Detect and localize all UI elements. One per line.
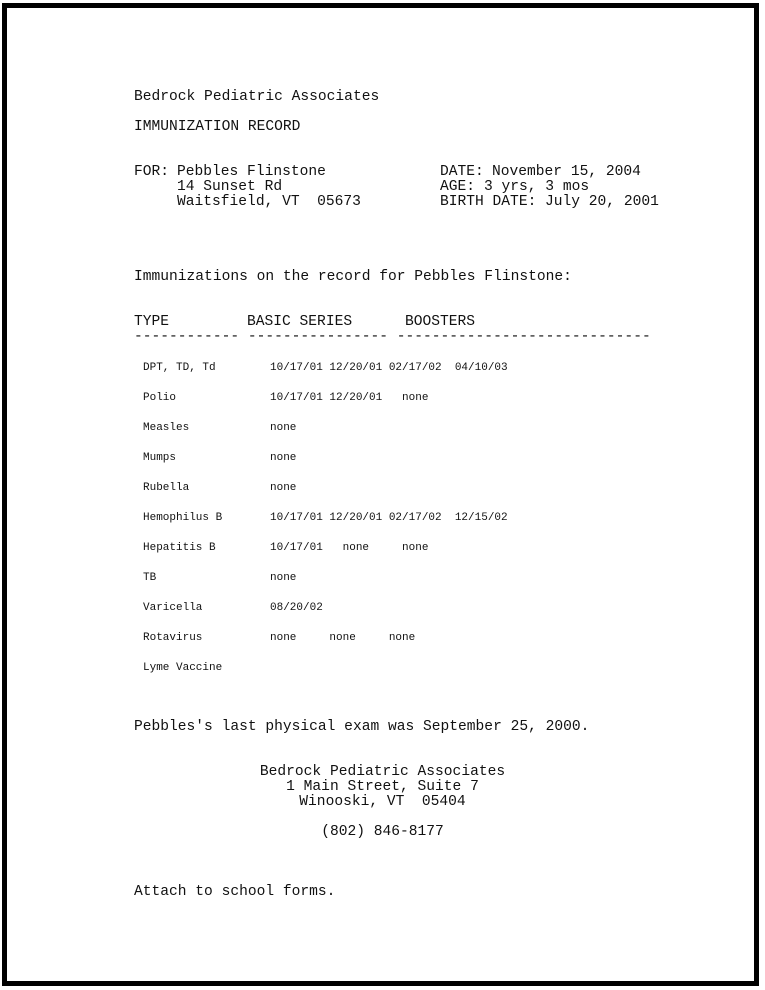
vaccine-type: Varicella — [143, 602, 203, 614]
patient-age: 3 yrs, 3 mos — [484, 179, 590, 195]
intro-text: Immunizations on the record for Pebbles Flinstone: — [134, 269, 572, 285]
vaccine-dates: 08/20/02 — [270, 602, 323, 614]
vaccine-dates: none none none — [270, 632, 416, 644]
practice-name: Bedrock Pediatric Associates — [134, 89, 380, 105]
vaccine-type: Hemophilus B — [143, 512, 223, 524]
vaccine-type: Measles — [143, 422, 190, 434]
footer-phone: (802) 846-8177 — [321, 824, 444, 840]
header-rule: ------------ ---------------- ----------------------------- — [134, 329, 651, 345]
footer-practice-name: Bedrock Pediatric Associates — [259, 764, 506, 780]
for-label: FOR: — [134, 164, 170, 180]
vaccine-type: TB — [143, 572, 157, 584]
header-type: TYPE — [134, 314, 170, 330]
vaccine-type: Polio — [143, 392, 177, 404]
age-label: AGE: — [440, 179, 476, 195]
patient-address-line1: 14 Sunset Rd — [177, 179, 283, 195]
date-label: DATE: — [440, 164, 484, 180]
vaccine-dates: 10/17/01 12/20/01 none — [270, 392, 429, 404]
vaccine-type: Hepatitis B — [143, 542, 216, 554]
vaccine-dates: none — [270, 482, 297, 494]
vaccine-dates: none — [270, 572, 297, 584]
birth-date-label: BIRTH DATE: — [440, 194, 537, 210]
header-boosters: BOOSTERS — [405, 314, 476, 330]
vaccine-type: Rubella — [143, 482, 190, 494]
patient-address-line2: Waitsfield, VT 05673 — [177, 194, 361, 210]
attach-note: Attach to school forms. — [134, 884, 336, 900]
physical-exam-note: Pebbles's last physical exam was September 25, 2000. — [134, 719, 590, 735]
footer-city: Winooski, VT 05404 — [299, 794, 466, 810]
vaccine-type: Mumps — [143, 452, 177, 464]
vaccine-type: Rotavirus — [143, 632, 203, 644]
footer-street: 1 Main Street, Suite 7 — [286, 779, 479, 795]
vaccine-dates: 10/17/01 12/20/01 02/17/02 04/10/03 — [270, 362, 508, 374]
record-title: IMMUNIZATION RECORD — [134, 119, 301, 135]
record-date: November 15, 2004 — [492, 164, 641, 180]
vaccine-dates: 10/17/01 12/20/01 02/17/02 12/15/02 — [270, 512, 508, 524]
header-basic-series: BASIC SERIES — [247, 314, 353, 330]
patient-name: Pebbles Flinstone — [177, 164, 326, 180]
vaccine-dates: none — [270, 422, 297, 434]
vaccine-dates: none — [270, 452, 297, 464]
vaccine-dates: 10/17/01 none none — [270, 542, 429, 554]
vaccine-type: Lyme Vaccine — [143, 662, 223, 674]
vaccine-type: DPT, TD, Td — [143, 362, 216, 374]
birth-date: July 20, 2001 — [545, 194, 659, 210]
